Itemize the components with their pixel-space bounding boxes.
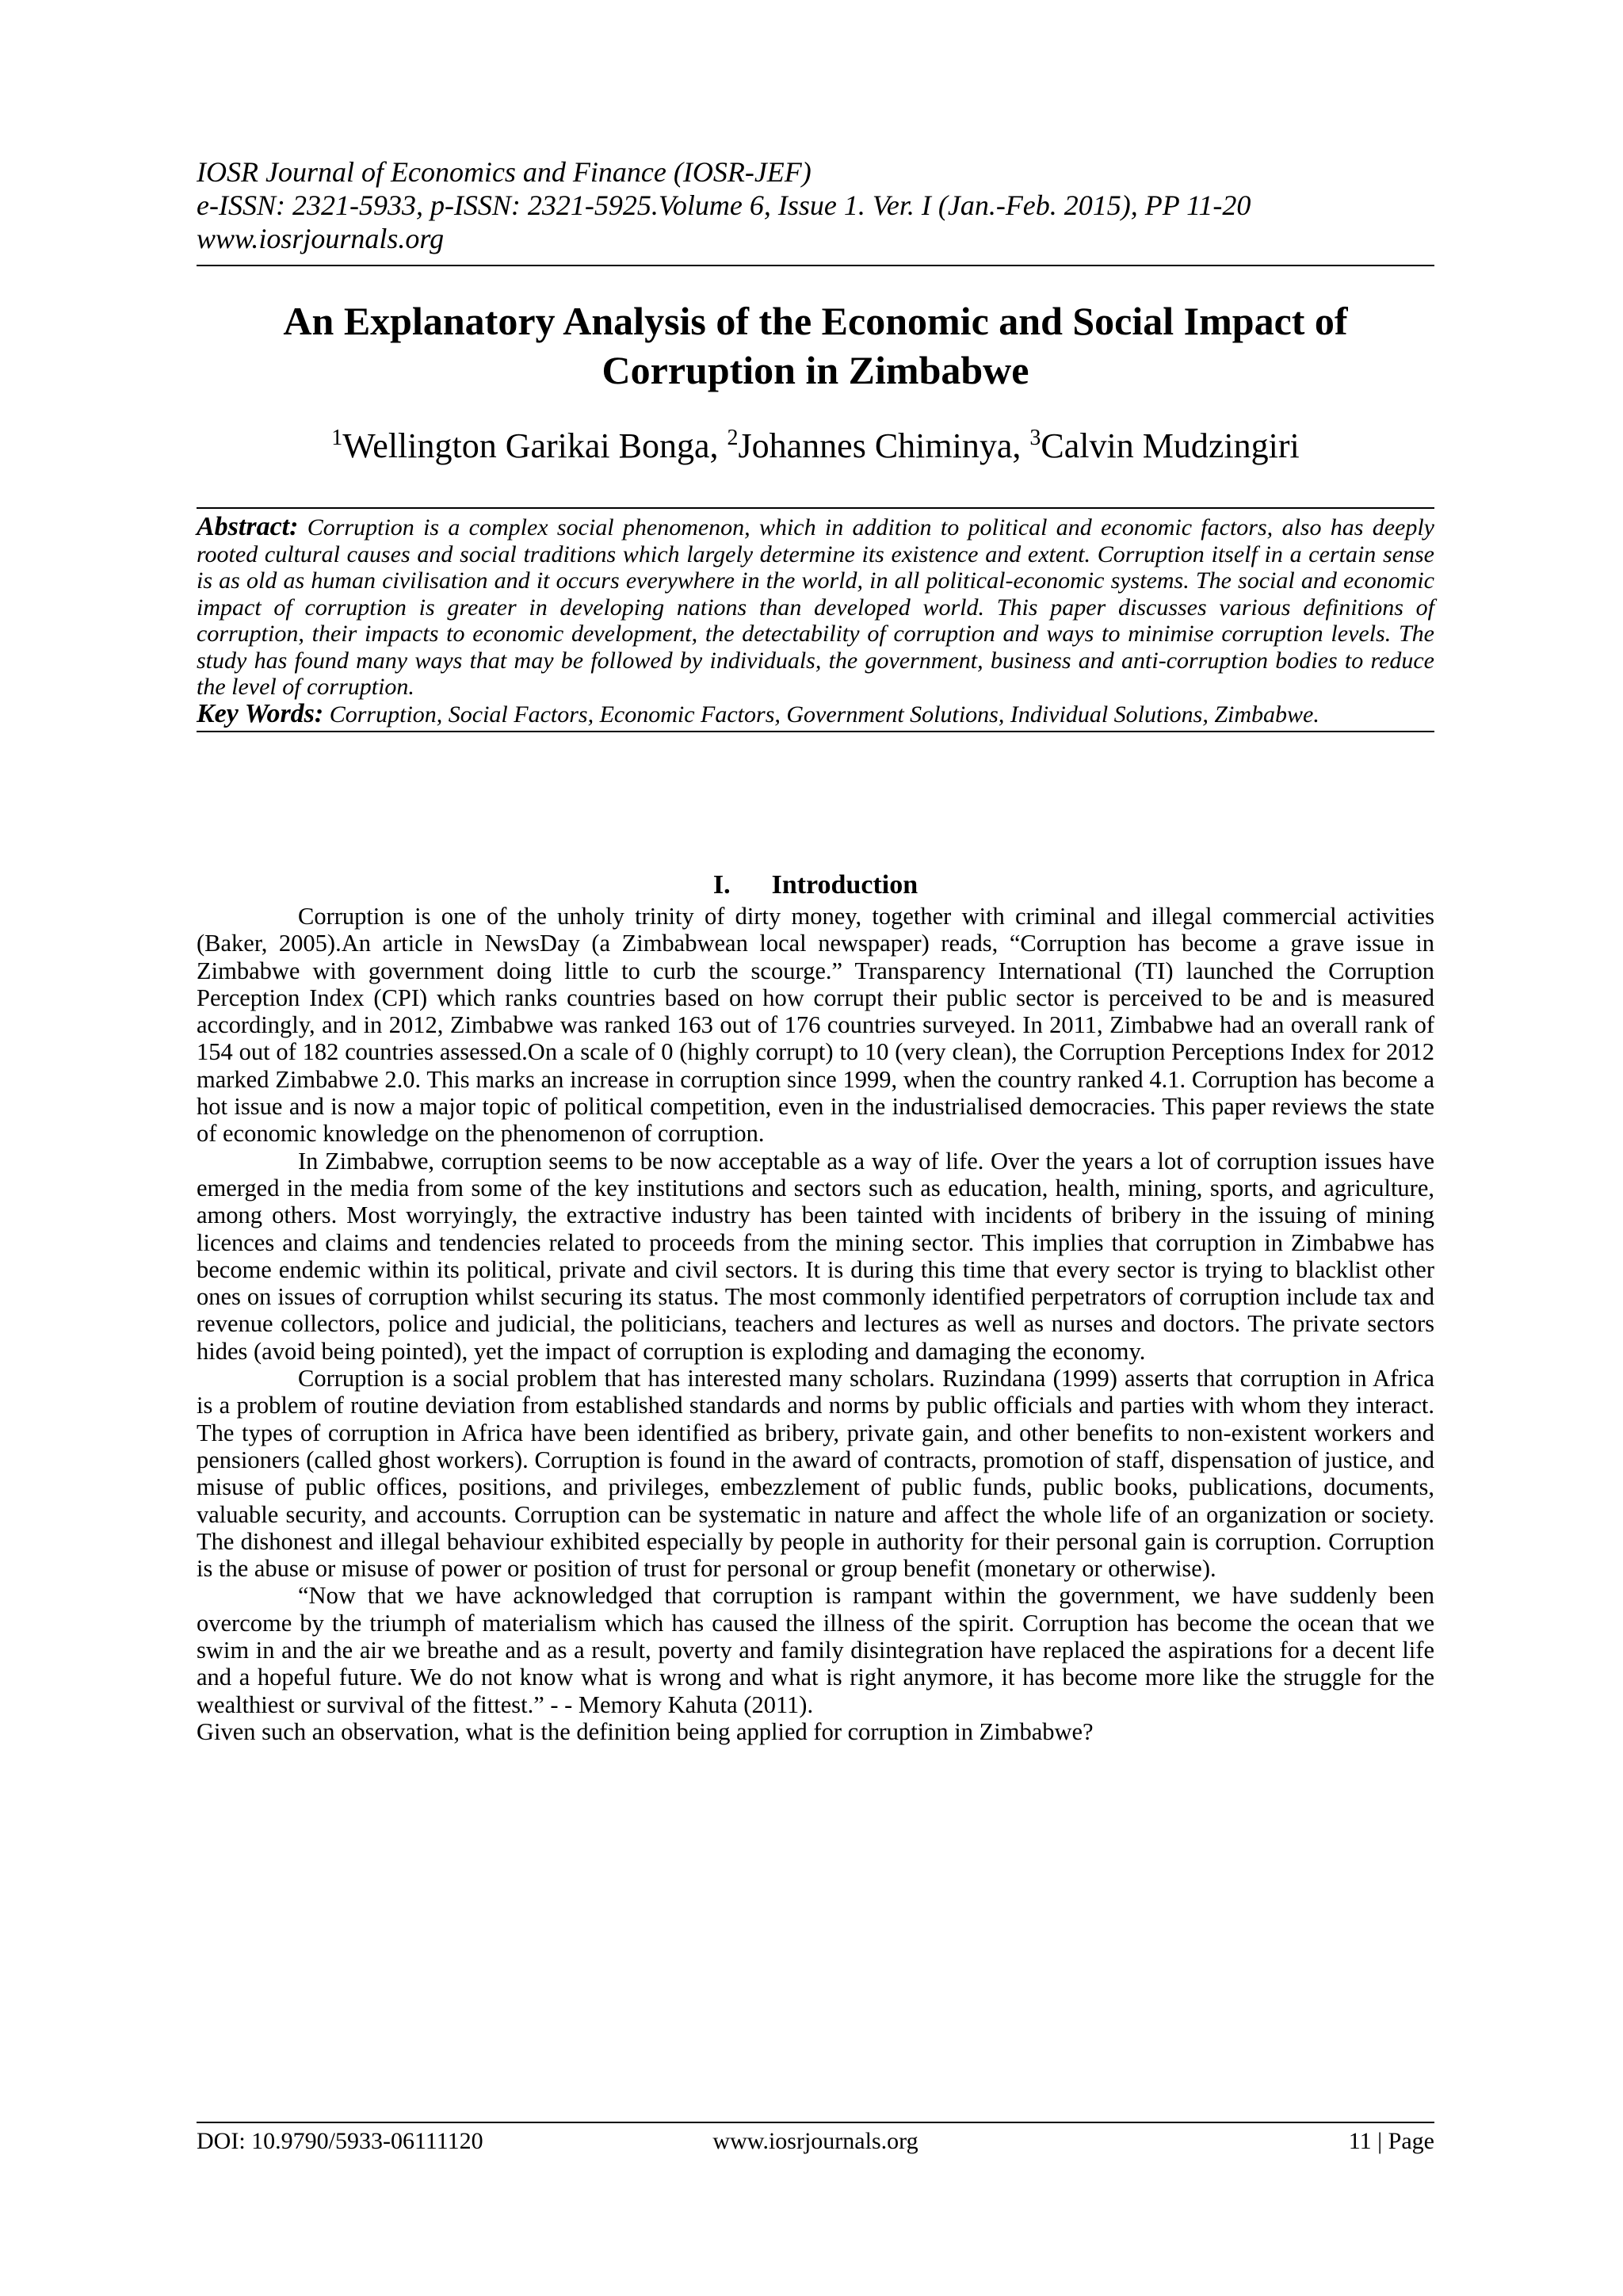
author-2-affiliation: 2 [727,426,739,450]
footer-page-number: 11 | Page [1348,2128,1434,2154]
footer-divider [197,2122,1434,2123]
author-list [197,425,1434,468]
journal-website[interactable]: www.iosrjournals.org [197,223,445,254]
journal-issn-line: e-ISSN: 2321-5933, p-ISSN: 2321-5925.Volume 6, Issue 1. Ver. I (Jan.-Feb. 2015), PP 11-20 [197,189,1251,221]
body-text [197,903,1434,1745]
author-separator: , [709,426,727,465]
abstract-block [197,507,1434,732]
author-separator: , [1012,426,1030,465]
header-divider [197,265,1434,266]
author-1-affiliation: 1 [331,426,343,450]
abstract-label: Abstract: [197,512,299,541]
closing-line: Given such an observation, what is the definition being applied for corruption in Zimbabwe? [197,1717,1094,1745]
journal-name: IOSR Journal of Economics and Finance (IOSR-JEF) [197,156,812,188]
keywords-text: Corruption, Social Factors, Economic Factors, Government Solutions, Individual Solutions, Zimbabwe. [329,701,1319,728]
section-number: I. [712,870,731,900]
paragraph: In Zimbabwe, corruption seems to be now acceptable as a way of life. Over the years a lot of corruption issues have emerged in the media from some of the key institutions and sectors such as education, health, mining, sports, and agriculture, among others. Most worryingly, the extractive industry has been tainted with incidents of bribery in the issuing of mining licences and claims and tendencies related to proceeds from the mining sector. This implies that corruption in Zimbabwe has become endemic within its political, private and civil sectors. It is during this time that every sector is trying to blacklist other ones on issues of corruption whilst securing its status. The most commonly identified perpetrators of corruption include tax and revenue collectors, police and judicial, the politicians, teachers and lectures as well as nurses and doctors. The private sectors hides (avoid being pointed), yet the impact of corruption is exploding and damaging the economy. [197,1147,1434,1365]
paragraph: Corruption is one of the unholy trinity of dirty money, together with criminal and illegal commercial activities (Baker, 2005).An article in NewsDay (a Zimbabwean local newspaper) reads, “Corruption has become a grave issue in Zimbabwe with government doing little to curb the scourge.” Transparency International (TI) launched the Corruption Perception Index (CPI) which ranks countries based on how corrupt their public sector is perceived to be and is measured accordingly, and in 2012, Zimbabwe was ranked 163 out of 176 countries surveyed. In 2011, Zimbabwe had an overall rank of 154 out of 182 countries assessed.On a scale of 0 (highly corrupt) to 10 (very clean), the Corruption Perceptions Index for 2012 marked Zimbabwe 2.0. This marks an increase in corruption since 1999, when the country ranked 4.1. Corruption has become a hot issue and is now a major topic of political competition, even in the industrialised democracies. This paper reviews the state of economic knowledge on the phenomenon of corruption. [197,903,1434,1148]
article-title: An Explanatory Analysis of the Economic and Social Impact of Corruption in Zimbabwe [283,299,1348,392]
journal-header [197,155,1434,255]
abstract [197,514,1434,701]
section-title: Introduction [771,870,918,900]
abstract-text: Corruption is a complex social phenomenon, which in addition to political and economic factors, also has deeply rooted cultural causes and social traditions which largely determine its existence and extent. Corruption itself in a certain sense is as old as human civilisation and it occurs everywhere in the world, in all political-economic systems. The social and economic impact of corruption is greater in developing nations than developed world. This paper discusses various definitions of corruption, their impacts to economic development, the detectability of corruption and ways to minimise corruption levels. The study has found many ways that may be followed by individuals, the government, business and anti-corruption bodies to reduce the level of corruption. [197,514,1434,700]
footer-doi: DOI: 10.9790/5933-06111120 [197,2128,483,2154]
author-3-name: Calvin Mudzingiri [1041,426,1300,465]
section-heading [197,869,1434,901]
footer-website[interactable]: www.iosrjournals.org [712,2128,918,2154]
author-3-affiliation: 3 [1029,426,1041,450]
paragraph: “Now that we have acknowledged that corruption is rampant within the government, we have suddenly been overcome by the triumph of materialism which has caused the illness of the spirit. Corruption has become the ocean that we swim in and the air we breathe and as a result, poverty and family disintegration have replaced the aspirations for a decent life and a hopeful future. We do not know what is wrong and what is right anymore, it has become more like the struggle for the wealthiest or survival of the fittest.” - - Memory Kahuta (2011). [197,1582,1434,1718]
author-2-name: Johannes Chiminya [738,426,1013,465]
author-1-name: Wellington Garikai Bonga [342,426,710,465]
keywords-label: Key Words: [197,698,324,728]
keywords [197,698,1434,728]
paragraph: Corruption is a social problem that has interested many scholars. Ruzindana (1999) asserts that corruption in Africa is a problem of routine deviation from established standards and norms by public officials and parties with whom they interact. The types of corruption in Africa have been identified as bribery, private gain, and other benefits to non-existent workers and pensioners (called ghost workers). Corruption is found in the award of contracts, promotion of staff, dispensation of justice, and misuse of public offices, positions, and privileges, embezzlement of public funds, public books, publications, documents, valuable security, and accounts. Corruption can be systematic in nature and affect the whole life of an organization or society. The dishonest and illegal behaviour exhibited especially by people in authority for their personal gain is corruption. Corruption is the abuse or misuse of power or position of trust for personal or group benefit (monetary or otherwise). [197,1365,1434,1583]
